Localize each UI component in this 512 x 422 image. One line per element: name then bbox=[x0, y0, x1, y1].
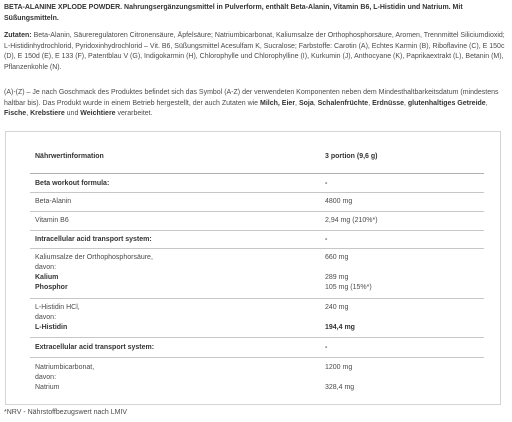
allergen-text-end: verarbeitet. bbox=[115, 110, 153, 117]
row-sublabel: Kalium bbox=[35, 274, 59, 281]
allergen-sep: , bbox=[295, 99, 299, 107]
table-divider bbox=[30, 248, 484, 249]
table-divider bbox=[30, 337, 484, 338]
row-value: 194,4 mg bbox=[325, 324, 355, 331]
row-value: 1200 mg bbox=[325, 364, 353, 371]
row-sublabel: Natrium bbox=[35, 384, 60, 391]
row-value: - bbox=[325, 236, 328, 243]
row-sublabel: davon: bbox=[35, 264, 57, 271]
row-value: 289 mg bbox=[325, 274, 349, 281]
row-sublabel: davon: bbox=[35, 374, 57, 381]
allergen-crustaceans: Krebstiere bbox=[30, 110, 65, 117]
allergen-soy: Soja bbox=[298, 99, 314, 107]
allergen-note bbox=[4, 88, 508, 120]
footnote: *NRV - Nährstoffbezugswert nach LMIV bbox=[4, 409, 128, 416]
row-sublabel: davon: bbox=[35, 314, 57, 321]
row-value: 660 mg bbox=[325, 254, 349, 261]
allergen-gluten: glutenhaltiges Getreide bbox=[407, 99, 486, 107]
allergen-sep: und bbox=[64, 110, 81, 117]
product-title: BETA-ALANINE XPLODE POWDER. Nahrungsergänzungsmittel in Pulverform, enthält Beta-Alanin, Vitamin B6, L-Histidin und Natrium. Mit Süßungsmitteln. bbox=[4, 4, 463, 22]
header-portion: 3 portion (9,6 g) bbox=[325, 153, 378, 160]
ingredients-label: Zutaten: bbox=[4, 32, 32, 39]
row-label: Intracellular acid transport system: bbox=[35, 236, 152, 243]
table-divider bbox=[30, 298, 484, 299]
row-sublabel: L-Histidin bbox=[35, 324, 68, 331]
row-label: Beta workout formula: bbox=[35, 180, 110, 187]
allergen-sep: , bbox=[313, 99, 318, 107]
row-value: 328,4 mg bbox=[325, 384, 355, 391]
allergen-fish: Fische bbox=[4, 110, 27, 117]
row-label: Beta-Alanin bbox=[35, 198, 72, 205]
row-value: 4800 mg bbox=[325, 198, 353, 205]
header-label: Nährwertinformation bbox=[35, 153, 104, 160]
allergen-nuts: Schalenfrüchte bbox=[317, 99, 369, 107]
row-label: Kaliumsalze der Orthophosphorsäure, bbox=[35, 254, 153, 261]
row-label: Natriumbicarbonat, bbox=[35, 364, 95, 371]
table-divider bbox=[30, 357, 484, 358]
allergen-sep: , bbox=[404, 99, 408, 107]
allergen-molluscs: Weichtiere bbox=[80, 110, 116, 117]
row-value: - bbox=[325, 180, 328, 187]
row-value: - bbox=[325, 344, 328, 351]
ingredients-text bbox=[4, 31, 508, 73]
row-label: Vitamin B6 bbox=[35, 217, 69, 224]
table-divider bbox=[30, 173, 484, 174]
allergen-sep: , bbox=[485, 99, 488, 107]
row-label: L-Histidin HCl, bbox=[35, 304, 80, 311]
allergen-sep: , bbox=[368, 99, 373, 107]
row-value: 2,94 mg (210%*) bbox=[325, 217, 378, 224]
row-label: Extracellular acid transport system: bbox=[35, 344, 155, 351]
allergen-peanuts: Erdnüsse bbox=[372, 99, 404, 107]
ingredients-list: Beta-Alanin, Säureregulatoren Citronensäure, Äpfelsäure; Natriumbicarbonat, Kaliumsalze der Orthophosphorsäure, Aromen, Trennmittel Siliciumdioxid; L-Histidinhydrochlorid, Pyridoxinhydrochlorid – Vit. B6, Süßungsmittel Acesulfam K, Sucralose; Farbstoffe: Carotin (A), Echtes Karmin (B), Riboflavine (C), E 150c (D), E 150d (E), E 133 (F), Patentblau V (G), Indigokarmin (H), Chlorophylle und Chlorophylline (I), Kurkumin (J), Anthocyane (K), Paprikaextrakt (L), Betanin (M), Pflanzenkohle (N). bbox=[4, 32, 505, 71]
allergen-text: (A)-(Z) – Je nach Goschmack des Produktes befindet sich das Symbol (A-Z) der verwendeten Komponenten neben dem Mindesthaltbarkeitsdatum (mindestens haltbar bis). Das Produkt wurde in einem Betrieb hergestellt, der auch Zutaten wie bbox=[4, 89, 499, 107]
row-sublabel: Phosphor bbox=[35, 284, 68, 291]
row-value: 240 mg bbox=[325, 304, 349, 311]
allergen-milk-eggs: Milch, Eier bbox=[260, 99, 296, 107]
row-value: 105 mg (15%*) bbox=[325, 284, 372, 291]
allergen-sep: , bbox=[26, 110, 31, 117]
nutrition-table bbox=[5, 131, 501, 405]
table-divider bbox=[30, 192, 484, 193]
table-divider bbox=[30, 211, 484, 212]
table-divider bbox=[30, 230, 484, 231]
